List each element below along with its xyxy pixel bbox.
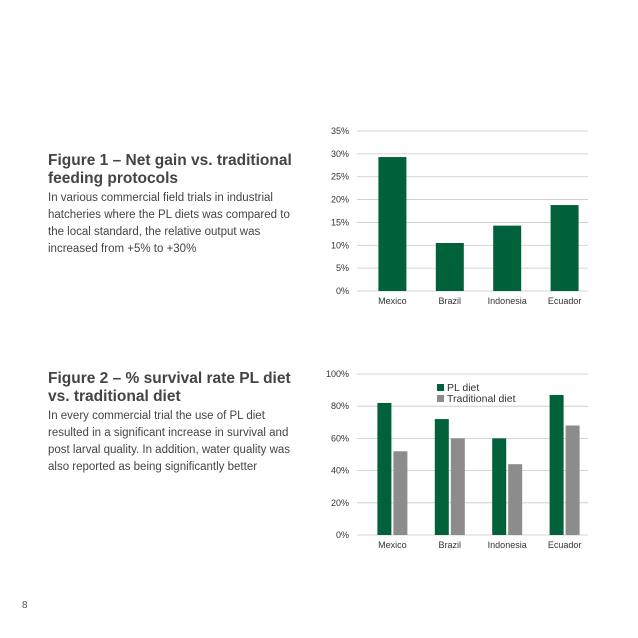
y-tick-label: 30% <box>330 148 349 159</box>
y-tick-label: 35% <box>330 126 349 136</box>
figure-2-title: Figure 2 – % survival rate PL diet vs. traditional diet <box>48 370 291 405</box>
bar-indonesia-series-1 <box>508 464 522 535</box>
y-tick-label: 20% <box>330 497 349 508</box>
y-tick-label: 100% <box>325 369 349 379</box>
y-tick-label: 5% <box>335 263 349 274</box>
y-tick-label: 80% <box>330 401 349 412</box>
x-tick-label: Mexico <box>378 296 407 306</box>
bar-brazil-series-0 <box>435 419 449 535</box>
legend-label: Traditional diet <box>447 393 516 405</box>
y-tick-label: 25% <box>330 171 349 182</box>
y-tick-label: 0% <box>335 286 349 296</box>
bar-ecuador-series-1 <box>566 426 580 535</box>
figure-1-title: Figure 1 – Net gain vs. traditional feeding protocols <box>48 152 292 187</box>
x-tick-label: Indonesia <box>487 540 527 550</box>
y-tick-label: 40% <box>330 465 349 476</box>
x-tick-label: Ecuador <box>547 540 582 550</box>
y-tick-label: 0% <box>335 530 349 540</box>
bar-mexico-series-1 <box>393 451 407 535</box>
y-tick-label: 20% <box>330 194 349 205</box>
bar-indonesia-series-0 <box>492 438 506 535</box>
legend-swatch <box>437 384 444 391</box>
y-tick-label: 60% <box>330 433 349 444</box>
figure-1-description: In various commercial field trials in industrial hatcheries where the PL diets was compared to the local standard, the relative output was increased from +5% to +30% <box>48 192 290 255</box>
y-tick-label: 10% <box>330 240 349 251</box>
bar-mexico-series-0 <box>377 403 391 535</box>
x-tick-label: Ecuador <box>547 296 582 306</box>
legend-label: PL diet <box>447 382 480 394</box>
bar-ecuador-series-0 <box>550 395 564 535</box>
x-tick-label: Brazil <box>438 296 462 306</box>
y-tick-label: 15% <box>330 217 349 228</box>
x-tick-label: Brazil <box>438 540 462 550</box>
x-tick-label: Indonesia <box>487 296 527 306</box>
page-number: 8 <box>22 600 28 611</box>
bar-brazil-series-1 <box>451 438 465 535</box>
x-tick-label: Mexico <box>378 540 407 550</box>
legend-swatch <box>437 395 444 402</box>
figure-2-description: In every commercial trial the use of PL diet resulted in a significant increase in survival and post larval quality. In addition, water quality was also reported as being significantly better <box>48 410 291 473</box>
